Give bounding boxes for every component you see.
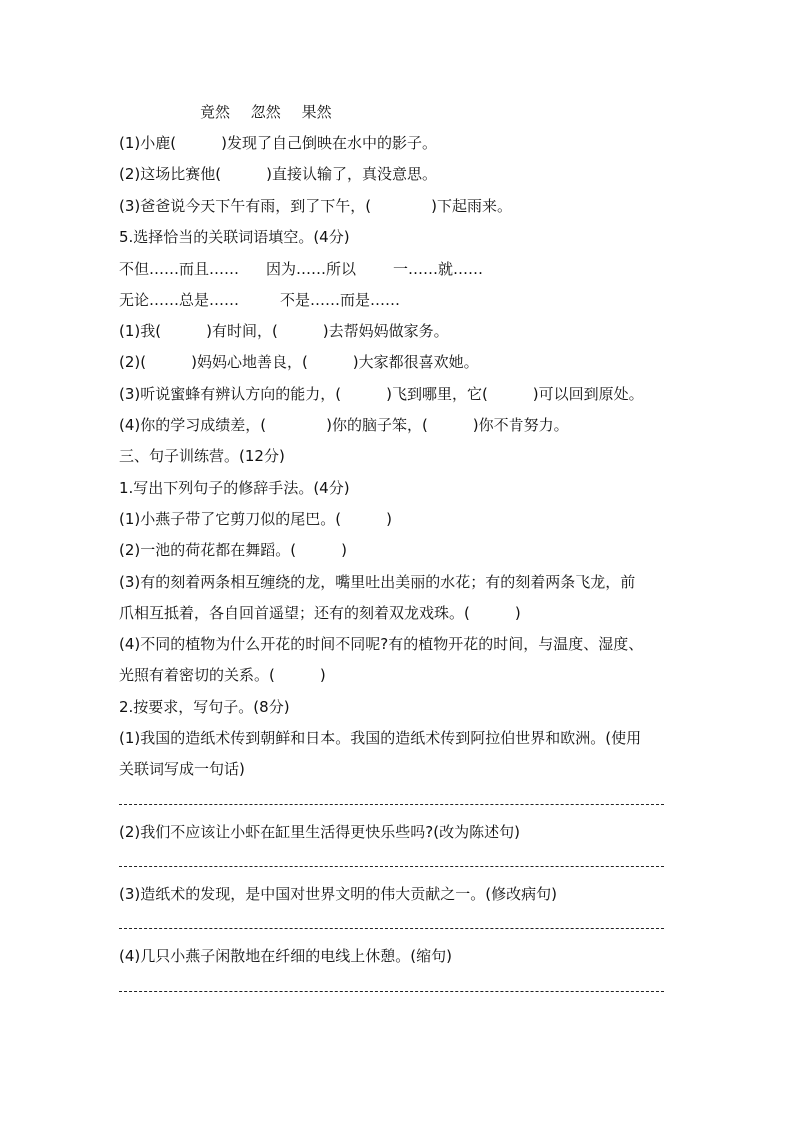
answer-line[interactable]	[119, 991, 664, 992]
question-title: 2.按要求，写句子。(8分)	[119, 698, 290, 716]
question-item: (4)不同的植物为什么开花的时间不同呢?有的植物开花的时间，与温度、湿度、	[119, 635, 644, 653]
word-bank	[200, 102, 348, 122]
conjunction-bank-row2	[119, 290, 400, 310]
answer-line[interactable]	[119, 804, 664, 805]
question-item: (2)我们不应该让小虾在缸里生活得更快乐些吗?(改为陈述句)	[119, 823, 520, 841]
question-item: (3)有的刻着两条相互缠绕的龙，嘴里吐出美丽的水花；有的刻着两条飞龙，前	[119, 573, 636, 591]
question-item-continued: 光照有着密切的关系。( )	[119, 666, 326, 684]
conjunction-option: 无论……总是……	[119, 291, 240, 309]
conjunction-option: 一……就……	[393, 260, 484, 278]
question-item: (4)你的学习成绩差，( )你的脑子笨，( )你不肯努力。	[119, 416, 569, 434]
answer-line[interactable]	[119, 928, 664, 929]
question-item: (2)这场比赛他( )直接认输了，真没意思。	[119, 165, 437, 183]
question-item: (1)我国的造纸术传到朝鲜和日本。我国的造纸术传到阿拉伯世界和欧洲。(使用	[119, 729, 642, 747]
word-option: 竟然	[200, 103, 231, 121]
question-item: (1)我( )有时间，( )去帮妈妈做家务。	[119, 322, 449, 340]
answer-line[interactable]	[119, 866, 664, 867]
conjunction-option: 不是……而是……	[280, 291, 401, 309]
conjunction-option: 不但……而且……	[119, 260, 240, 278]
conjunction-option: 因为……所以	[266, 260, 357, 278]
question-item: (1)小燕子带了它剪刀似的尾巴。( )	[119, 510, 392, 528]
word-option: 忽然	[250, 103, 281, 121]
question-item: (3)造纸术的发现，是中国对世界文明的伟大贡献之一。(修改病句)	[119, 885, 557, 903]
question-item-continued: 关联词写成一句话)	[119, 760, 245, 778]
question-item: (4)几只小燕子闲散地在纤细的电线上休憩。(缩句)	[119, 947, 452, 965]
question-item: (3)听说蜜蜂有辨认方向的能力，( )飞到哪里，它( )可以回到原处。	[119, 385, 644, 403]
question-item: (1)小鹿( )发现了自己倒映在水中的影子。	[119, 134, 437, 152]
question-item: (2)一池的荷花都在舞蹈。( )	[119, 541, 347, 559]
section-title: 三、句子训练营。(12分)	[119, 447, 285, 465]
question-item: (2)( )妈妈心地善良，( )大家都很喜欢她。	[119, 353, 479, 371]
question-item-continued: 爪相互抵着，各自回首遥望；还有的刻着双龙戏珠。( )	[119, 604, 521, 622]
question-title: 1.写出下列句子的修辞手法。(4分)	[119, 479, 350, 497]
word-option: 果然	[301, 103, 332, 121]
question-item: (3)爸爸说今天下午有雨，到了下午，( )下起雨来。	[119, 197, 512, 215]
conjunction-bank-row1	[119, 259, 483, 279]
question-title: 5.选择恰当的关联词语填空。(4分)	[119, 228, 350, 246]
